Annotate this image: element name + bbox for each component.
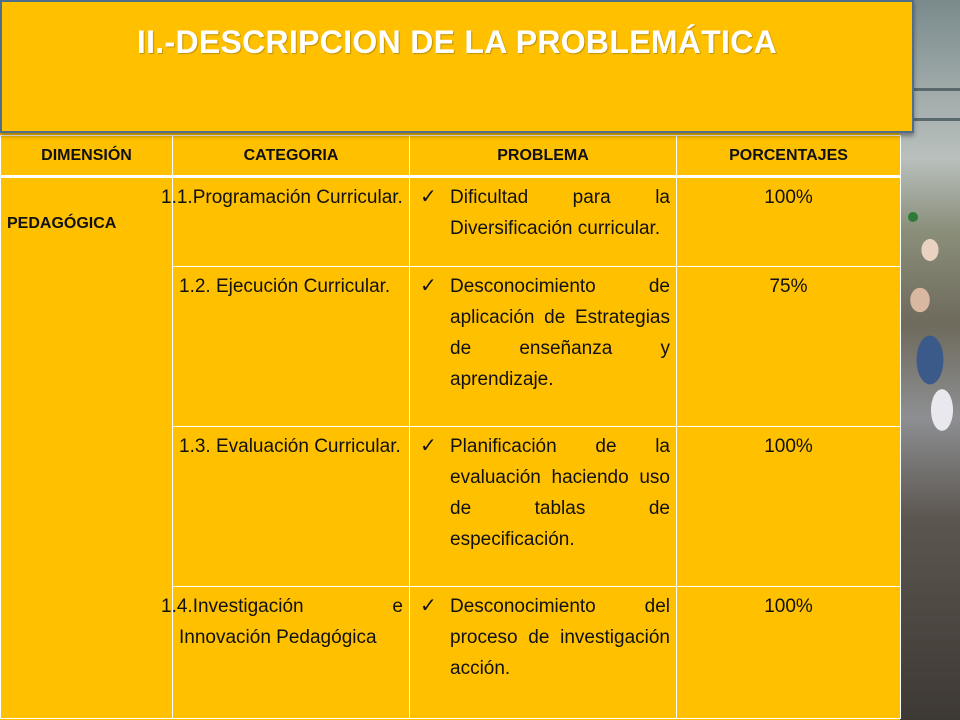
title-box <box>0 0 914 133</box>
percentage-cell: 100% <box>677 177 901 267</box>
problem-cell <box>410 427 677 587</box>
problem-text: Dificultad para la Diversificación curricular. <box>450 187 670 239</box>
header-problema: PROBLEMA <box>410 136 677 177</box>
checkmark-icon: ✓ <box>420 275 437 297</box>
problem-cell <box>410 587 677 719</box>
table-header-row <box>1 136 901 177</box>
problem-text: Desconocimiento de aplicación de Estrategias de enseñanza y aprendizaje. <box>450 276 670 390</box>
category-cell: 1.4.Investigación e Innovación Pedagógica <box>173 587 410 719</box>
header-dimension: DIMENSIÓN <box>1 136 173 177</box>
table-row <box>1 177 901 267</box>
problem-table <box>0 135 901 719</box>
slide-title: II.-DESCRIPCION DE LA PROBLEMÁTICA <box>136 24 778 60</box>
percentage-cell: 75% <box>677 267 901 427</box>
percentage-cell: 100% <box>677 427 901 587</box>
dimension-cell: PEDAGÓGICA <box>1 177 173 719</box>
problem-text: Planificación de la evaluación haciendo uso de tablas de especificación. <box>450 436 670 550</box>
photo-detail <box>908 212 918 222</box>
problem-text: Desconocimiento del proceso de investigación acción. <box>450 596 670 679</box>
checkmark-icon: ✓ <box>420 595 437 617</box>
problem-cell <box>410 267 677 427</box>
checkmark-icon: ✓ <box>420 186 437 208</box>
problem-cell <box>410 177 677 267</box>
percentage-cell: 100% <box>677 587 901 719</box>
header-categoria: CATEGORIA <box>173 136 410 177</box>
photo-detail <box>910 118 960 121</box>
checkmark-icon: ✓ <box>420 435 437 457</box>
header-porcentajes: PORCENTAJES <box>677 136 901 177</box>
category-cell: 1.2. Ejecución Curricular. <box>173 267 410 427</box>
photo-detail <box>910 88 960 91</box>
category-cell: 1.3. Evaluación Curricular. <box>173 427 410 587</box>
category-cell: 1.1.Programación Curricular. <box>173 177 410 267</box>
